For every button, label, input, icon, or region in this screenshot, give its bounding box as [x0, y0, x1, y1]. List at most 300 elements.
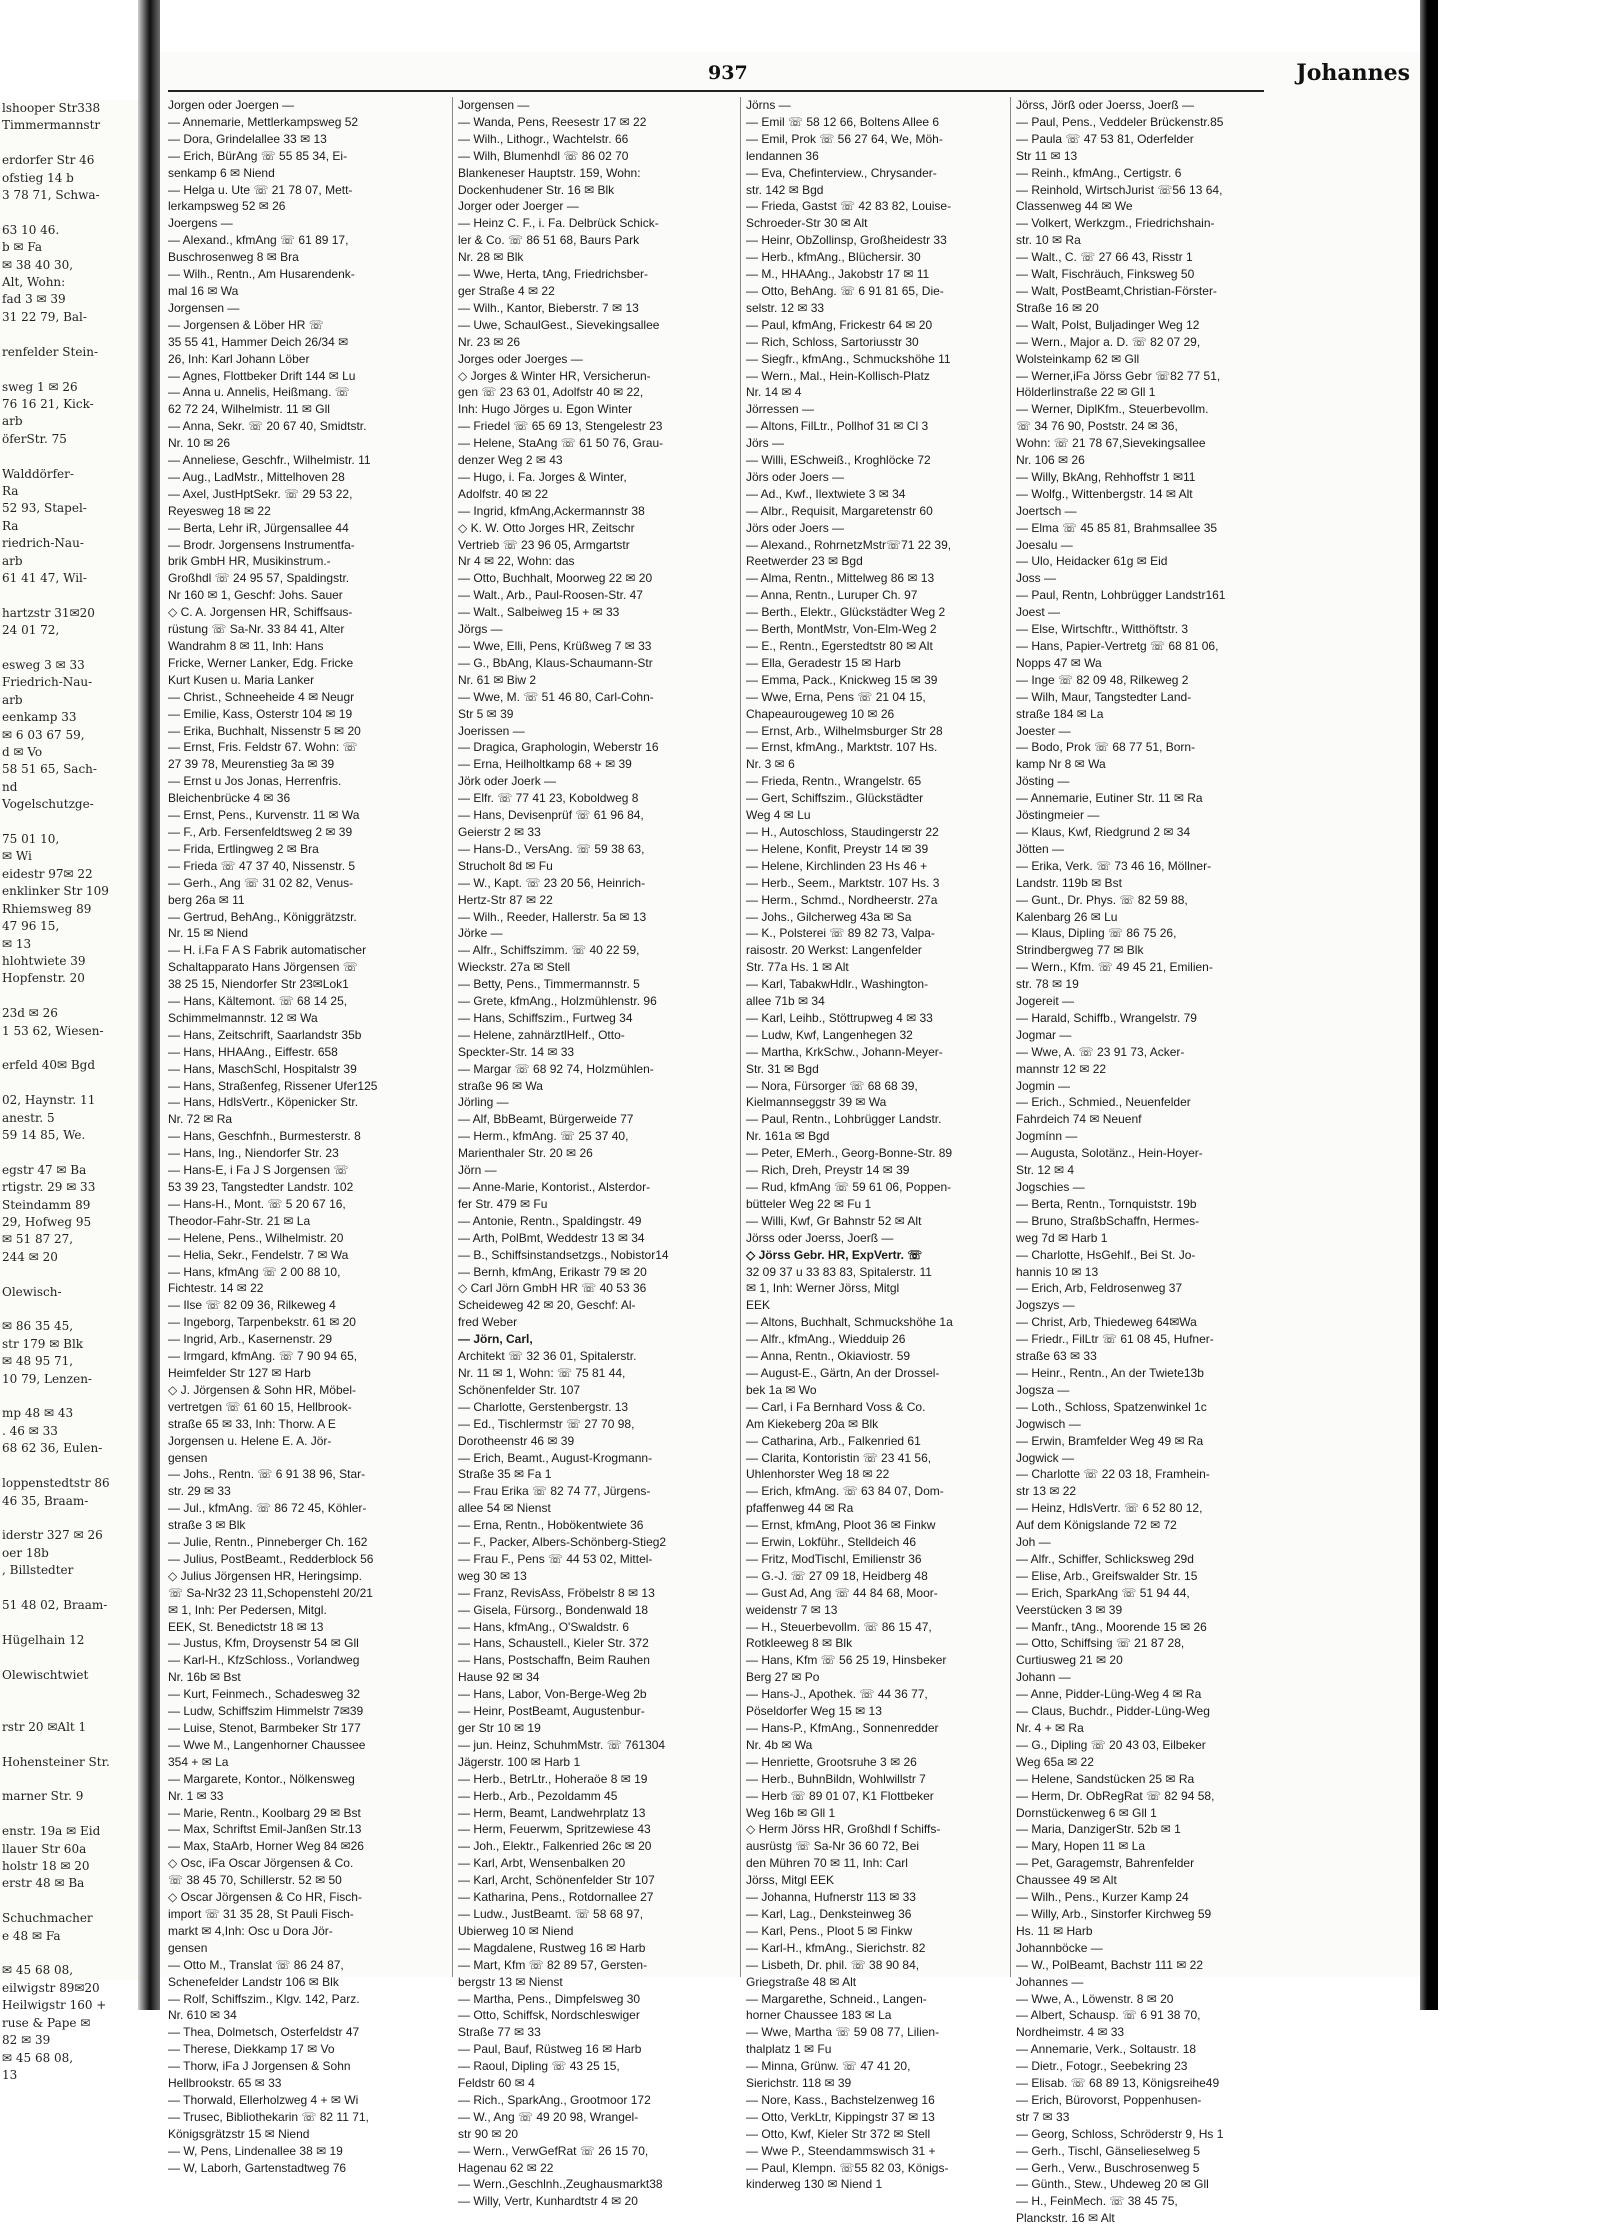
directory-entry: ◇ Herm Jörss HR, Großhdl f Schiffs-: [746, 1822, 941, 1837]
left-page-line: oer 18b: [2, 1545, 49, 1560]
left-page-line: 10 79, Lenzen-: [2, 1371, 92, 1386]
directory-entry: lerkampsweg 52 ✉ 26: [168, 199, 286, 214]
directory-entry: — Karl, Pens., Ploot 5 ✉ Finkw: [746, 1923, 913, 1938]
directory-entry: ◇ K. W. Otto Jorges HR, Zeitschr: [458, 520, 635, 535]
directory-entry: Theodor-Fahr-Str. 21 ✉ La: [168, 1213, 311, 1228]
directory-entry: Feldstr 60 ✉ 4: [458, 2076, 535, 2091]
left-page-line: e 48 ✉ Fa: [2, 1928, 61, 1943]
directory-entry: — Bernh, kfmAng, Erikastr 79 ✉ 20: [458, 1264, 647, 1279]
left-page-line: [0, 1388, 138, 1405]
directory-entry: — Heinr, PostBeamt, Augustenbur-: [458, 1704, 645, 1719]
directory-entry: — Trusec, Bibliothekarin ☏ 82 11 71,: [168, 2109, 369, 2124]
directory-entry: EEK, St. Benedictstr 18 ✉ 13: [168, 1619, 324, 1634]
directory-entry: Jorger oder Joerger —: [458, 199, 579, 214]
directory-entry: — Alma, Rentn., Mittelweg 86 ✉ 13: [746, 571, 935, 586]
directory-entry: Jogschies —: [1016, 1180, 1085, 1194]
left-page-line: Vogelschutzge-: [2, 797, 94, 812]
directory-entry: — Jul., kfmAng. ☏ 86 72 45, Köhler-: [168, 1501, 367, 1516]
directory-entry: — Reinhold, WirtschJurist ☏56 13 64,: [1016, 182, 1223, 197]
directory-entry: — Wwe, A., Löwenstr. 8 ✉ 20: [1016, 1991, 1174, 2006]
directory-entry: Jorgensen —: [458, 98, 530, 112]
left-page-line: Hohensteiner Str.: [2, 1754, 110, 1769]
directory-entry: Dornstückenweg 6 ✉ Gll 1: [1016, 1805, 1157, 1820]
directory-entry: — Betty, Pens., Timmermannstr. 5: [458, 977, 640, 992]
directory-entry: Buschrosenweg 8 ✉ Bra: [168, 250, 299, 265]
directory-entry: — Volkert, Werkzgm., Friedrichshain-: [1016, 216, 1215, 231]
left-page-line: marner Str. 9: [2, 1789, 84, 1804]
directory-entry: — Otto, Kwf, Kieler Str 372 ✉ Stell: [746, 2126, 931, 2141]
directory-entry: — Margarete, Kontor., Nölkensweg: [168, 1771, 355, 1786]
directory-entry: Jötten —: [1016, 841, 1065, 856]
left-page-line: [0, 1458, 138, 1475]
directory-entry: Jörs —: [746, 436, 785, 451]
directory-entry: Reyesweg 18 ✉ 22: [168, 503, 271, 518]
directory-entry: Joh —: [1016, 1535, 1051, 1550]
directory-entry: Jörss, Jörß oder Joerss, Joerß —: [1016, 98, 1195, 112]
directory-entry: — Ingeborg, Tarpenbekstr. 61 ✉ 20: [168, 1315, 356, 1330]
directory-entry: — Paul, Klempn. ☏55 82 03, Königs-: [746, 2160, 949, 2175]
directory-entry: — Paula ☏ 47 53 81, Oderfelder: [1016, 131, 1194, 146]
directory-entry: Auf dem Königslande 72 ✉ 72: [1016, 1518, 1177, 1533]
directory-entry: — Hans, HHAAng., Eiffestr. 658: [168, 1044, 338, 1059]
directory-entry: weg 30 ✉ 13: [458, 1568, 527, 1583]
directory-entry: — M., HHAAng., Jakobstr 17 ✉ 11: [746, 267, 930, 282]
directory-entry: — Ella, Geradestr 15 ✉ Harb: [746, 655, 901, 670]
left-page-line: [0, 640, 138, 657]
directory-entry: ger Str 10 ✉ 19: [458, 1721, 541, 1735]
directory-entry: — Minna, Grünw. ☏ 47 41 20,: [746, 2059, 911, 2074]
left-page-line: holstr 18 ✉ 20: [2, 1859, 90, 1874]
left-page-line: arb: [2, 553, 23, 568]
directory-entry: Wolsteinkamp 62 ✉ Gll: [1016, 351, 1140, 366]
directory-entry: Nr. 106 ✉ 26: [1016, 453, 1085, 468]
directory-entry: — Herb., Arb., Pezoldamm 45: [458, 1788, 618, 1803]
directory-entry: — Eva, Chefinterview., Chrysander-: [746, 165, 937, 180]
directory-entry: bütteler Weg 22 ✉ Fu 1: [746, 1196, 872, 1211]
left-page-line: 29, Hofweg 95: [2, 1215, 92, 1229]
directory-entry: — Thorwald, Ellerholzweg 4 + ✉ Wi: [168, 2092, 359, 2107]
directory-entry: — K., Polsterei ☏ 89 82 73, Valpa-: [746, 926, 935, 941]
directory-entry: 38 25 15, Niendorfer Str 23✉Lok1: [168, 977, 349, 992]
directory-entry: — Anne, Pidder-Lüng-Weg 4 ✉ Ra: [1016, 1687, 1202, 1702]
directory-entry: — Herb., BetrLtr., Hoheraöe 8 ✉ 19: [458, 1771, 648, 1786]
directory-entry: — Martha, KrkSchw., Johann-Meyer-: [746, 1044, 943, 1059]
directory-entry: Nr. 15 ✉ Niend: [168, 926, 249, 941]
directory-entry: — Erich, SparkAng ☏ 51 94 44,: [1016, 1585, 1190, 1600]
directory-entry: — Willy, Vertr, Kunhardtstr 4 ✉ 20: [458, 2194, 638, 2209]
directory-entry: rüstung ☏ Sa-Nr. 33 84 41, Alter: [168, 622, 345, 637]
directory-entry: — B., Schiffsinstandsetzgs., Nobistor14: [458, 1247, 669, 1262]
directory-entry: Jägerstr. 100 ✉ Harb 1: [458, 1754, 581, 1769]
directory-entry: Strucholt 8d ✉ Fu: [458, 858, 553, 873]
directory-entry: Adolfstr. 40 ✉ 22: [458, 486, 549, 501]
directory-entry: Jösting —: [1016, 774, 1070, 789]
directory-entry: — Wilh., Lithogr., Wachtelstr. 66: [458, 131, 629, 146]
directory-entry: — G., Dipling ☏ 20 43 03, Eilbeker: [1016, 1737, 1206, 1752]
directory-entry: Strindbergweg 77 ✉ Blk: [1016, 943, 1144, 958]
directory-entry: — E., Rentn., Egerstedtstr 80 ✉ Alt: [746, 639, 933, 653]
left-page-line: ✉ Wi: [2, 849, 32, 864]
left-page-line: 244 ✉ 20: [2, 1249, 58, 1264]
directory-entry: — Herm, Beamt, Landwehrplatz 13: [458, 1805, 646, 1820]
directory-entry: — Walt., C. ☏ 27 66 43, Risstr 1: [1016, 250, 1193, 265]
directory-entry: — Axel, JustHptSekr. ☏ 29 53 22,: [168, 486, 353, 501]
directory-entry: Königsgrätzstr 15 ✉ Niend: [168, 2126, 310, 2141]
directory-entry: — Hans-P., KfmAng., Sonnenredder: [746, 1721, 939, 1735]
directory-entry: Wandrahm 8 ✉ 11, Inh: Hans: [168, 639, 324, 653]
directory-entry: — Friedr., FilLtr ☏ 61 08 45, Hufner-: [1016, 1332, 1214, 1347]
left-page-line: [0, 988, 138, 1005]
left-page-line: [0, 1701, 138, 1718]
directory-entry: — Frieda, Rentn., Wrangelstr. 65: [746, 774, 922, 789]
left-page-line: loppenstedtstr 86: [2, 1476, 110, 1491]
directory-entry: Bleichenbrücke 4 ✉ 36: [168, 791, 291, 806]
directory-entry: Schroeder-Str 30 ✉ Alt: [746, 216, 868, 231]
directory-entry: — Wern., Mal., Hein-Kollisch-Platz: [746, 368, 930, 383]
directory-entry: — W., Ang ☏ 49 20 98, Wrangel-: [458, 2109, 639, 2124]
directory-entry: Reetwerder 23 ✉ Bgd: [746, 554, 863, 569]
directory-entry: — Rud, kfmAng ☏ 59 61 06, Poppen-: [746, 1180, 952, 1194]
directory-entry: Geierstr 2 ✉ 33: [458, 824, 541, 839]
directory-entry: Hellbrookstr. 65 ✉ 33: [168, 2076, 282, 2091]
left-page-line: erdorfer Str 46: [2, 153, 95, 168]
directory-entry: Schaltapparato Hans Jörgensen ☏: [168, 960, 358, 975]
directory-entry: denzer Weg 2 ✉ 43: [458, 453, 563, 468]
directory-entry: mannstr 12 ✉ 22: [1016, 1061, 1107, 1076]
directory-entry: Str. 31 ✉ Bgd: [746, 1061, 819, 1076]
directory-entry: — Margar ☏ 68 92 74, Holzmühlen-: [458, 1061, 654, 1076]
left-page-line: llauer Str 60a: [2, 1841, 87, 1856]
directory-entry: Hs. 11 ✉ Harb: [1016, 1923, 1093, 1938]
directory-entry: Schenefelder Landstr 106 ✉ Blk: [168, 1974, 339, 1989]
left-page-line: 31 22 79, Bal-: [2, 309, 87, 324]
directory-entry: — Karl, Leihb., Stöttrupweg 4 ✉ 33: [746, 1010, 933, 1025]
directory-entry: — Inge ☏ 82 09 48, Rilkeweg 2: [1016, 672, 1189, 687]
directory-entry: Jörs oder Joers —: [746, 469, 845, 484]
directory-entry: Kalenbarg 26 ✉ Lu: [1016, 909, 1118, 924]
directory-entry: — Hans, Kfm ☏ 56 25 19, Hinsbeker: [746, 1653, 947, 1668]
directory-entry: ◇ Osc, iFa Oscar Jörgensen & Co.: [168, 1856, 354, 1871]
directory-entry: — Manfr., tAng., Moorende 15 ✉ 26: [1016, 1619, 1207, 1634]
directory-entry: — Wwe, Martha ☏ 59 08 77, Lilien-: [746, 2025, 940, 2040]
directory-entry: Str. 12 ✉ 4: [1016, 1163, 1075, 1178]
directory-entry: — Jörn, Carl,: [458, 1332, 533, 1347]
directory-entry: — Otto, BehAng. ☏ 6 91 81 65, Die-: [746, 283, 944, 298]
directory-entry: Jorgensen u. Helene E. A. Jör-: [168, 1433, 332, 1448]
directory-entry: ◇ C. A. Jorgensen HR, Schiffsaus-: [168, 605, 353, 620]
directory-entry: Joss —: [1016, 571, 1057, 586]
directory-entry: — Gertrud, BehAng., Königgrätzstr.: [168, 909, 357, 924]
directory-entry: ◇ J. Jörgensen & Sohn HR, Möbel-: [168, 1382, 356, 1397]
directory-entry: — Paul, Rentn., Lohbrügger Landstr.: [746, 1112, 942, 1127]
directory-entry: — Raoul, Dipling ☏ 43 25 15,: [458, 2059, 620, 2074]
column-divider: [740, 97, 741, 1977]
directory-entry: Nr. 4b ✉ Wa: [746, 1737, 813, 1752]
directory-entry: — Heinz, HdlsVertr. ☏ 6 52 80 12,: [1016, 1501, 1203, 1516]
directory-entry: — Gerh., Tischl, Gänselieselweg 5: [1016, 2143, 1201, 2158]
directory-entry: Blankeneser Hauptstr. 159, Wohn:: [458, 165, 641, 180]
left-page-line: [0, 1144, 138, 1161]
directory-entry: — H., Autoschloss, Staudingerstr 22: [746, 824, 939, 839]
directory-entry: — Hans, Ing., Niendorfer Str. 23: [168, 1146, 339, 1161]
directory-entry: — Helene, zahnärztlHelf., Otto-: [458, 1027, 625, 1042]
directory-entry: str 13 ✉ 22: [1016, 1484, 1077, 1499]
directory-entry: str 7 ✉ 33: [1016, 2109, 1070, 2124]
directory-entry: — Emilie, Kass, Osterstr 104 ✉ 19: [168, 706, 353, 721]
directory-entry: — Catharina, Arb., Falkenried 61: [746, 1433, 921, 1448]
directory-entry: — Hugo, i. Fa. Jorges & Winter,: [458, 469, 627, 484]
directory-entry: — Katharina, Pens., Rotdornallee 27: [458, 1890, 654, 1905]
directory-entry: — Wolfg., Wittenbergstr. 14 ✉ Alt: [1016, 486, 1193, 501]
directory-entry: lendannen 36: [746, 148, 819, 163]
directory-entry: — Joh., Elektr., Falkenried 26c ✉ 20: [458, 1839, 652, 1854]
directory-entry: — Wern., Major a. D. ☏ 82 07 29,: [1016, 334, 1201, 349]
directory-entry: Jogwick —: [1016, 1450, 1075, 1465]
directory-entry: straße 65 ✉ 33, Inh: Thorw. A E: [168, 1416, 336, 1431]
directory-entry: — Erika, Buchhalt, Nissenstr 5 ✉ 20: [168, 723, 361, 738]
directory-entry: — Helene, StaAng ☏ 61 50 76, Grau-: [458, 436, 664, 451]
directory-entry: — Wern., Kfm. ☏ 49 45 21, Emilien-: [1016, 960, 1213, 975]
directory-entry: — Ernst, kfmAng, Ploot 36 ✉ Finkw: [746, 1518, 936, 1533]
directory-entry: — Mart, Kfm ☏ 82 89 57, Gersten-: [458, 1957, 648, 1972]
directory-entry: — Berta, Rentn., Tornquiststr. 19b: [1016, 1196, 1197, 1211]
directory-entry: — Elma ☏ 45 85 81, Brahmsallee 35: [1016, 520, 1218, 535]
directory-entry: — Ernst u Jos Jonas, Herrenfris.: [168, 774, 342, 789]
left-page-line: Schuchmacher: [2, 1911, 93, 1926]
directory-entry: gensen: [168, 1940, 208, 1955]
directory-entry: — Martha, Pens., Dimpfelsweg 30: [458, 1991, 641, 2006]
directory-entry: — G.-J. ☏ 27 09 18, Heidberg 48: [746, 1568, 928, 1583]
directory-entry: — Luise, Stenot, Barmbeker Str 177: [168, 1721, 361, 1735]
left-page-line: [0, 326, 138, 343]
directory-entry: — Erich., Schmied., Neuenfelder: [1016, 1095, 1191, 1110]
directory-entry: Pöseldorfer Weg 15 ✉ 13: [746, 1704, 882, 1719]
directory-entry: — Berth, MontMstr, Von-Elm-Weg 2: [746, 622, 937, 637]
left-page-line: ruse & Pape ✉: [2, 2015, 91, 2030]
directory-entry: — Gunt., Dr. Phys. ☏ 82 59 88,: [1016, 892, 1188, 907]
directory-entry: straße 96 ✉ Wa: [458, 1078, 543, 1093]
directory-entry: — Hans, Kältemont. ☏ 68 14 25,: [168, 994, 348, 1009]
directory-entry: — Dragica, Graphologin, Weberstr 16: [458, 740, 659, 755]
directory-entry: Schimmelmannstr. 12 ✉ Wa: [168, 1010, 318, 1025]
left-page-line: [0, 448, 138, 465]
left-page-line: 59 14 85, We.: [2, 1127, 86, 1142]
directory-entry: Fichtestr. 14 ✉ 22: [168, 1281, 264, 1296]
directory-entry: — Rich, Dreh, Preystr 14 ✉ 39: [746, 1163, 910, 1178]
directory-entry: berg 26a ✉ 11: [168, 892, 245, 907]
left-page-line: eidestr 97✉ 22: [2, 866, 93, 881]
left-page-line: riedrich-Nau-: [2, 536, 84, 551]
directory-entry: weidenstr 7 ✉ 13: [746, 1602, 838, 1617]
directory-entry: — Gerh., Verw., Buschrosenweg 5: [1016, 2160, 1200, 2175]
directory-entry: ☏ 38 45 70, Schillerstr. 52 ✉ 50: [168, 1873, 342, 1888]
directory-entry: — Herm, Dr. ObRegRat ☏ 82 94 58,: [1016, 1788, 1215, 1803]
directory-entry: — Rolf, Schiffszim., Klgv. 142, Parz.: [168, 1991, 360, 2006]
left-page-line: lshooper Str338: [2, 101, 101, 115]
directory-entry: — Heinr, ObZollinsp, Großheidestr 33: [746, 233, 947, 248]
directory-entry: — F., Packer, Albers-Schönberg-Stieg2: [458, 1535, 667, 1550]
directory-entry: — Ludw, Kwf, Langenhegen 32: [746, 1027, 913, 1042]
directory-entry: — Herb., kfmAng., Blüchersir. 30: [746, 250, 921, 265]
directory-entry: Johannes —: [1016, 1974, 1084, 1989]
left-page-line: 82 ✉ 39: [2, 2033, 51, 2048]
directory-entry: — Claus, Buchdr., Pidder-Lüng-Weg: [1016, 1704, 1210, 1719]
directory-entry: — Julius, PostBeamt., Redderblock 56: [168, 1551, 374, 1566]
left-page-line: Ra: [2, 518, 19, 533]
directory-entry: — Wilh, Maur, Tangstedter Land-: [1016, 689, 1192, 704]
directory-entry: — W., PolBeamt, Bachstr 111 ✉ 22: [1016, 1957, 1204, 1972]
left-page-line: esweg 3 ✉ 33: [2, 658, 85, 672]
directory-entry: Jogwisch —: [1016, 1416, 1081, 1431]
directory-entry: — Loth., Schloss, Spatzenwinkel 1c: [1016, 1399, 1207, 1414]
directory-entry: — Erich, kfmAng. ☏ 63 84 07, Dom-: [746, 1484, 944, 1499]
directory-entry: — Ed., Tischlermstr ☏ 27 70 98,: [458, 1416, 635, 1431]
left-page-line: eilwigstr 89✉20: [2, 1980, 100, 1995]
page-number: 937: [708, 62, 748, 84]
directory-entry: — Werner,iFa Jörss Gebr ☏82 77 51,: [1016, 368, 1221, 383]
directory-entry: — Hans, kfmAng ☏ 2 00 88 10,: [168, 1264, 341, 1279]
directory-entry: — Jorgensen & Löber HR ☏: [168, 317, 324, 332]
directory-entry: — Nore, Kass., Bachstelzenweg 16: [746, 2092, 935, 2107]
directory-entry: — Anna u. Annelis, Heißmang. ☏: [168, 385, 350, 400]
left-page-line: 3 78 71, Schwa-: [2, 188, 100, 203]
directory-entry: EEK: [746, 1298, 771, 1313]
directory-entry: — Wwe, Erna, Pens ☏ 21 04 15,: [746, 689, 926, 704]
directory-entry: Nr. 3 ✉ 6: [746, 757, 795, 772]
header-rule: [168, 90, 1264, 92]
directory-entry: Jörs oder Joers —: [746, 520, 845, 535]
directory-entry: — Karl-H., KfzSchloss., Vorlandweg: [168, 1653, 360, 1668]
directory-entry: — Pet, Garagemstr, Bahrenfelder: [1016, 1856, 1195, 1871]
left-page-line: [0, 1771, 138, 1788]
directory-entry: — Wilh, Blumenhdl ☏ 86 02 70: [458, 148, 629, 163]
directory-entry: Joester —: [1016, 723, 1071, 738]
directory-entry: — Herm., Schmd., Nordheerstr. 27a: [746, 892, 938, 907]
left-page-line: Olewischtwiet: [2, 1667, 89, 1682]
directory-entry: — Ingrid, Arb., Kasernenstr. 29: [168, 1332, 333, 1347]
directory-entry: — Emma, Pack., Knickweg 15 ✉ 39: [746, 672, 938, 687]
left-page-line: erstr 48 ✉ Ba: [2, 1876, 85, 1891]
directory-entry: — Georg, Schloss, Schröderstr 9, Hs 1: [1016, 2126, 1224, 2141]
directory-entry: — Walt., Salbeiweg 15 + ✉ 33: [458, 605, 620, 620]
directory-entry: ☏ 34 76 90, Poststr. 24 ✉ 36,: [1016, 419, 1178, 434]
directory-entry: ler & Co. ☏ 86 51 68, Baurs Park: [458, 233, 640, 248]
directory-entry: — Franz, RevisAss, Fröbelstr 8 ✉ 13: [458, 1585, 655, 1600]
directory-entry: Wohn: ☏ 21 78 67,Sievekingsallee: [1016, 436, 1206, 451]
left-page-line: [0, 1301, 138, 1318]
directory-entry: Nopps 47 ✉ Wa: [1016, 655, 1102, 670]
directory-entry: — Alf, BbBeamt, Bürgerweide 77: [458, 1112, 634, 1127]
directory-entry: — Emil ☏ 58 12 66, Boltens Allee 6: [746, 114, 940, 129]
directory-entry: Wieckstr. 27a ✉ Stell: [458, 960, 571, 975]
directory-entry: — Hans, Schiffszim., Furtweg 34: [458, 1010, 633, 1025]
directory-entry: Jörling —: [458, 1095, 509, 1110]
directory-entry: Curtiusweg 21 ✉ 20: [1016, 1653, 1123, 1668]
directory-entry: — Karl, Archt, Schönenfelder Str 107: [458, 1873, 655, 1888]
directory-entry: — Elisab. ☏ 68 89 13, Königsreihe49: [1016, 2076, 1220, 2091]
directory-entry: selstr. 12 ✉ 33: [746, 300, 825, 315]
directory-column-1: [168, 97, 436, 2175]
directory-entry: — W, Pens, Lindenallee 38 ✉ 19: [168, 2143, 343, 2158]
left-page-line: d ✉ Vo: [2, 745, 43, 760]
left-page-line: fad 3 ✉ 39: [2, 292, 66, 307]
directory-entry: straße 63 ✉ 33: [1016, 1349, 1097, 1364]
directory-entry: Dorotheenstr 46 ✉ 39: [458, 1433, 575, 1448]
directory-entry: Nordheimstr. 4 ✉ 33: [1016, 2025, 1125, 2040]
directory-entry: — Marie, Rentn., Koolbarg 29 ✉ Bst: [168, 1805, 361, 1820]
directory-entry: — jun. Heinz, SchuhmMstr. ☏ 761304: [458, 1737, 666, 1752]
directory-entry: — Paul, Bauf, Rüstweg 16 ✉ Harb: [458, 2042, 642, 2057]
directory-entry: — Justus, Kfm, Droysenstr 54 ✉ Gll: [168, 1636, 359, 1651]
directory-entry: 26, Inh: Karl Johann Löber: [168, 351, 310, 366]
directory-entry: ☏ Sa-Nr32 23 11,Schopenstehl 20/21: [168, 1585, 373, 1600]
directory-entry: Am Kiekeberg 20a ✉ Blk: [746, 1416, 879, 1431]
directory-entry: brik GmbH HR, Musikinstrum.-: [168, 554, 331, 569]
directory-entry: — Wilh., Rentn., Am Husarendenk-: [168, 267, 355, 282]
directory-entry: — Altons, FilLtr., Pollhof 31 ✉ Cl 3: [746, 419, 929, 434]
directory-entry: markt ✉ 4,Inh: Osc u Dora Jör-: [168, 1923, 333, 1938]
directory-entry: horner Chaussee 183 ✉ La: [746, 2008, 892, 2023]
directory-entry: ◇ Oscar Jörgensen & Co HR, Fisch-: [168, 1890, 362, 1905]
directory-entry: — Bodo, Prok ☏ 68 77 51, Born-: [1016, 740, 1196, 755]
left-page-line: hartzstr 31✉20: [2, 605, 95, 620]
directory-entry: — Ludw, Schiffszim Himmelstr 7✉39: [168, 1704, 364, 1719]
directory-entry: — Siegfr., kfmAng., Schmuckshöhe 11: [746, 351, 951, 366]
directory-entry: — Frau Erika ☏ 82 74 77, Jürgens-: [458, 1484, 651, 1499]
directory-entry: — Paul, Pens., Veddeler Brückenstr.85: [1016, 114, 1224, 129]
directory-entry: — Anneliese, Geschfr., Wilhelmistr. 11: [168, 453, 371, 468]
directory-entry: — Alfr., kfmAng., Wiedduip 26: [746, 1332, 906, 1347]
left-page-line: Friedrich-Nau-: [2, 675, 93, 690]
left-page-line: hlohtwiete 39: [2, 953, 86, 968]
directory-entry: — Wwe M., Langenhorner Chaussee: [168, 1737, 366, 1752]
left-page-line: nd: [2, 779, 18, 794]
directory-entry: — W, Laborh, Gartenstadtweg 76: [168, 2160, 347, 2175]
directory-entry: Jorgen oder Joergen —: [168, 98, 295, 112]
directory-entry: — Erika, Verk. ☏ 73 46 16, Möllner-: [1016, 858, 1212, 873]
directory-entry: Jogmínn —: [1016, 1129, 1078, 1144]
directory-entry: — Dora, Grindelallee 33 ✉ 13: [168, 131, 327, 146]
left-page-line: [0, 1580, 138, 1597]
directory-entry: str. 142 ✉ Bgd: [746, 182, 824, 197]
left-page-line: 23d ✉ 26: [2, 1006, 58, 1021]
directory-entry: — Hans, Papier-Vertretg ☏ 68 81 06,: [1016, 639, 1219, 653]
directory-entry: str. 29 ✉ 33: [168, 1484, 231, 1499]
directory-entry: — Hans-H., Mont. ☏ 5 20 67 16,: [168, 1196, 346, 1211]
directory-entry: — Karl, TabakwHdlr., Washington-: [746, 977, 929, 992]
column-divider: [452, 97, 453, 1977]
directory-entry: — Ernst, kfmAng., Marktstr. 107 Hs.: [746, 740, 938, 755]
left-page-line: Ra: [2, 483, 19, 498]
left-page-line: mp 48 ✉ 43: [2, 1406, 74, 1421]
directory-entry: — Walt., Arb., Paul-Roosen-Str. 47: [458, 588, 643, 603]
left-page-line: Hopfenstr. 20: [2, 971, 85, 986]
directory-entry: allee 71b ✉ 34: [746, 994, 825, 1009]
directory-entry: str. 78 ✉ 19: [1016, 977, 1079, 992]
left-page-line: iderstr 327 ✉ 26: [2, 1528, 103, 1543]
directory-entry: senkamp 6 ✉ Niend: [168, 165, 275, 180]
left-page-line: str 179 ✉ Blk: [2, 1336, 84, 1351]
directory-entry: — Herm, Feuerwm, Spritzewiese 43: [458, 1822, 651, 1837]
directory-entry: — Wilh., Pens., Kurzer Kamp 24: [1016, 1890, 1189, 1905]
left-page-line: 46 35, Braam-: [2, 1493, 89, 1508]
left-page-line: Steindamm 89: [2, 1197, 91, 1212]
directory-entry: ◇ Jorges & Winter HR, Versicherun-: [458, 368, 651, 383]
directory-entry: — Ernst, Fris. Feldstr 67. Wohn: ☏: [168, 740, 358, 755]
directory-entry: — Otto, Schiffsing ☏ 21 87 28,: [1016, 1636, 1185, 1651]
directory-entry: — Klaus, Dipling ☏ 86 75 26,: [1016, 926, 1177, 941]
directory-entry: weg 7d ✉ Harb 1: [1016, 1230, 1108, 1245]
